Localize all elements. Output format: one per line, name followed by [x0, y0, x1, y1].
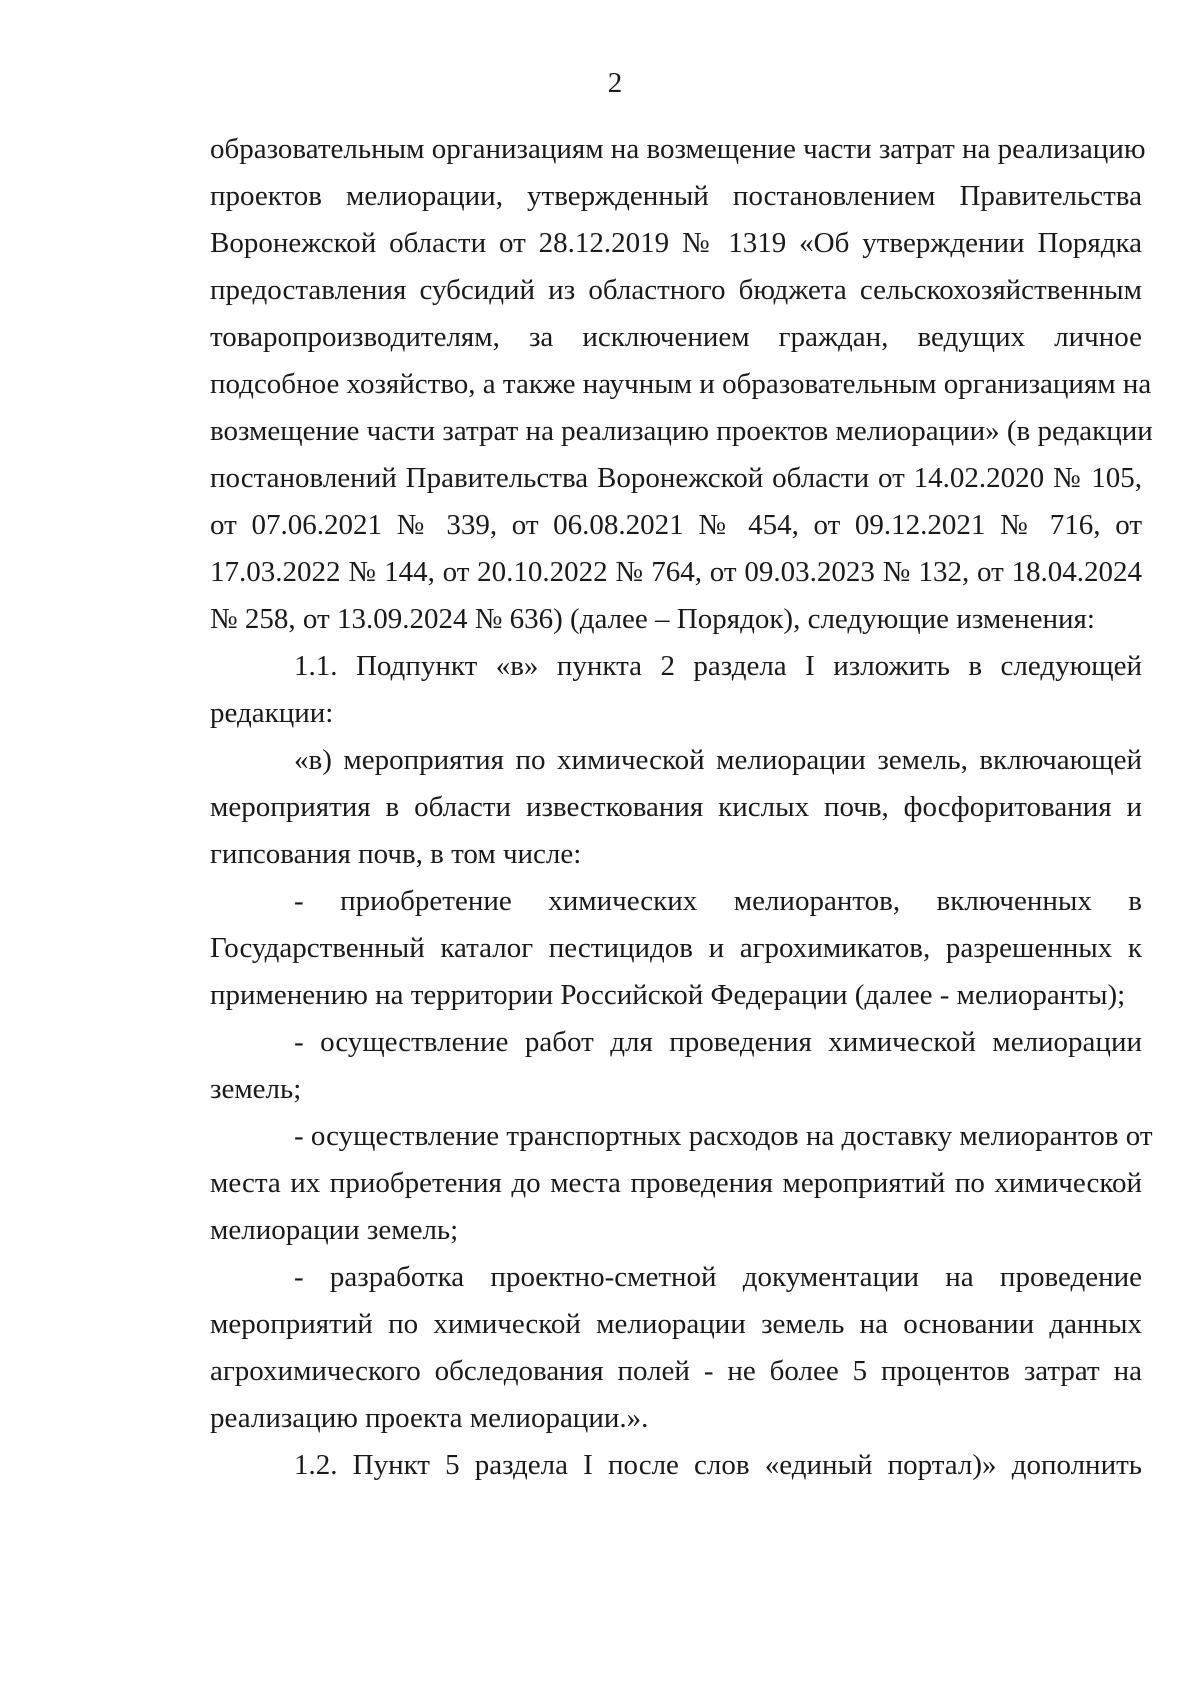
text-line: мероприятий по химической мелиорации земель на основании данных [210, 1308, 1142, 1340]
text-line: агрохимического обследования полей - не более 5 процентов затрат на [210, 1355, 1142, 1387]
text-line: Воронежской области от 28.12.2019 № 1319 «Об утверждении Порядка [210, 227, 1142, 259]
text-line: 1.1. Подпункт «в» пункта 2 раздела I изложить в следующей [294, 650, 1142, 682]
text-line: «в) мероприятия по химической мелиорации земель, включающей [294, 744, 1142, 776]
text-line: от 07.06.2021 № 339, от 06.08.2021 № 454, от 09.12.2021 № 716, от [210, 509, 1142, 541]
text-line: мелиорации земель; [210, 1214, 459, 1246]
text-line: места их приобретения до места проведения мероприятий по химической [210, 1167, 1142, 1199]
text-line: гипсования почв, в том числе: [210, 838, 582, 870]
text-line: 1.2. Пункт 5 раздела I после слов «единый портал)» дополнить [294, 1449, 1142, 1481]
text-line: товаропроизводителям, за исключением граждан, ведущих личное [210, 321, 1142, 353]
text-line: реализацию проекта мелиорации.». [210, 1402, 649, 1434]
document-body [210, 126, 1153, 1489]
text-line: возмещение части затрат на реализацию проектов мелиорации» (в редакции [210, 415, 1153, 447]
text-line: - осуществление работ для проведения химической мелиорации [294, 1026, 1142, 1058]
text-line: предоставления субсидий из областного бюджета сельскохозяйственным [210, 274, 1142, 306]
text-line: Государственный каталог пестицидов и агрохимикатов, разрешенных к [210, 932, 1142, 964]
text-line: применению на территории Российской Федерации (далее - мелиоранты); [210, 979, 1126, 1011]
text-line: мероприятия в области известкования кислых почв, фосфоритования и [210, 791, 1142, 823]
text-line: подсобное хозяйство, а также научным и образовательным организациям на [210, 368, 1152, 400]
text-line: - разработка проектно-сметной документации на проведение [294, 1261, 1142, 1293]
text-line: 17.03.2022 № 144, от 20.10.2022 № 764, от 09.03.2023 № 132, от 18.04.2024 [210, 556, 1142, 588]
text-line: редакции: [210, 697, 334, 729]
text-line: проектов мелиорации, утвержденный постановлением Правительства [210, 180, 1142, 212]
text-line: земель; [210, 1073, 302, 1105]
text-line: образовательным организациям на возмещение части затрат на реализацию [210, 133, 1146, 165]
page-number: 2 [607, 67, 623, 99]
text-line: - осуществление транспортных расходов на доставку мелиорантов от [294, 1120, 1153, 1152]
text-line: № 258, от 13.09.2024 № 636) (далее – Порядок), следующие изменения: [210, 603, 1095, 635]
text-line: - приобретение химических мелиорантов, включенных в [294, 885, 1142, 917]
text-line: постановлений Правительства Воронежской области от 14.02.2020 № 105, [210, 462, 1142, 494]
